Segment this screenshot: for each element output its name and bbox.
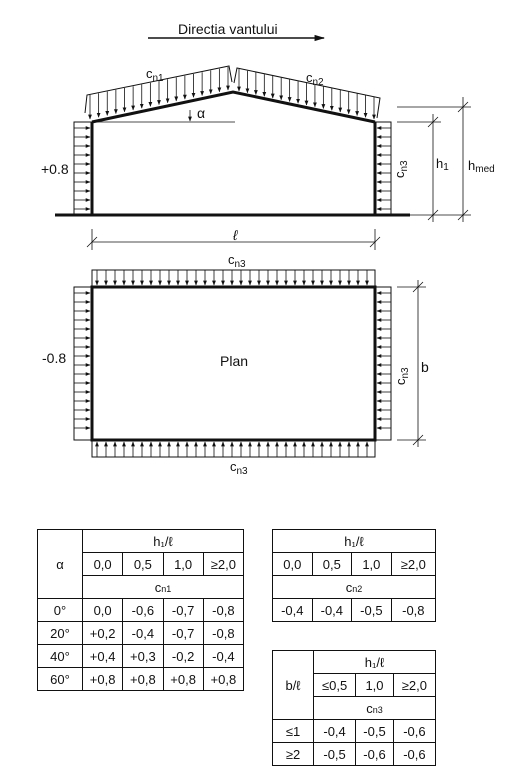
table-cn3-bl-header: b/ℓ xyxy=(273,651,314,720)
table-cn2-coef-header: cn2 xyxy=(273,576,436,599)
table-cn3 xyxy=(272,650,436,766)
label-hmed: hmed xyxy=(468,158,495,175)
plan-load-left xyxy=(74,287,92,440)
label-cn3-plan-top: $c_{n3}$ xyxy=(228,252,246,270)
table-cn1-alpha-header: α xyxy=(38,530,83,599)
label-cn3-plan-bottom: $c_{n3}$ xyxy=(230,459,248,477)
table-cn3-ratio-header: h₁/ℓ xyxy=(314,651,436,674)
label-h1: h1 xyxy=(436,156,449,173)
table-row: 20° +0,2 -0,4 -0,7 -0,8 xyxy=(38,622,244,645)
label-length: ℓ xyxy=(233,227,238,243)
table-row: ≥2 -0,5 -0,6 -0,6 xyxy=(273,743,436,766)
label-plan-left: -0.8 xyxy=(42,350,67,366)
label-cn3-plan-right: $c_{n3}$ xyxy=(393,367,411,385)
label-cn1: $c_{n1}$ xyxy=(146,66,164,84)
label-cn2: $c_{n2}$ xyxy=(306,70,324,88)
table-cn1 xyxy=(37,529,244,691)
plan-label: Plan xyxy=(220,353,249,369)
table-row: 40° +0,4 +0,3 -0,2 -0,4 xyxy=(38,645,244,668)
wall-load-right xyxy=(375,122,391,215)
table-row: 60° +0,8 +0,8 +0,8 +0,8 xyxy=(38,668,244,691)
wall-load-left xyxy=(74,122,92,215)
label-left-wall: +0.8 xyxy=(41,161,69,177)
label-cn3-section: $c_{n3}$ xyxy=(392,160,410,178)
plan-load-right xyxy=(375,287,391,440)
table-cn2-ratio-header: h₁/ℓ xyxy=(273,530,436,553)
building-section xyxy=(92,92,375,215)
table-cn1-coef-header: cn1 xyxy=(83,576,244,599)
wind-direction-label: Directia vantului xyxy=(178,21,278,37)
plan-load-bottom xyxy=(92,440,375,457)
table-cn1-ratio-header: h₁/ℓ xyxy=(83,530,244,553)
table-cn2-ratio-row: 0,0 0,5 1,0 ≥2,0 xyxy=(273,553,436,576)
table-cn1-ratio-row: 0,0 0,5 1,0 ≥2,0 xyxy=(38,553,244,576)
table-row: -0,4 -0,4 -0,5 -0,8 xyxy=(273,599,436,622)
plan-load-top xyxy=(92,270,375,287)
table-row: 0° 0,0 -0,6 -0,7 -0,8 xyxy=(38,599,244,622)
label-b: b xyxy=(421,359,429,375)
dimension-hmed xyxy=(397,97,471,222)
table-cn3-coef-header: cn3 xyxy=(314,697,436,720)
table-row: ≤1 -0,4 -0,5 -0,6 xyxy=(273,720,436,743)
table-cn2 xyxy=(272,529,436,622)
table-cn3-ratio-row: ≤0,5 1,0 ≥2,0 xyxy=(273,674,436,697)
alpha-label: α xyxy=(197,105,206,121)
